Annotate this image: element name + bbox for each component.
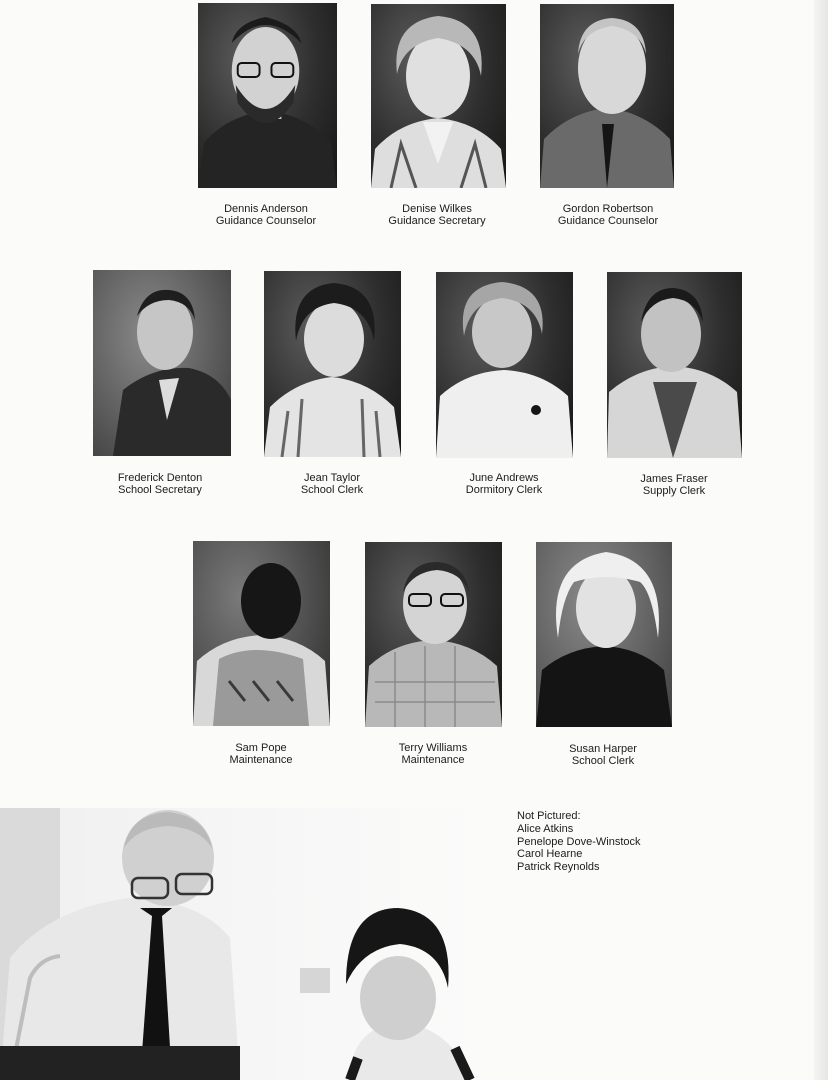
not-pictured-name: Patrick Reynolds [517, 861, 600, 874]
caption-james-fraser [584, 473, 764, 497]
portrait-james-fraser [607, 272, 742, 458]
staff-name: June Andrews [469, 472, 539, 484]
staff-title: Guidance Counselor [557, 215, 659, 227]
staff-title: Maintenance [229, 754, 293, 766]
staff-name: Dennis Anderson [224, 203, 308, 215]
caption-sam-pope [171, 742, 351, 766]
caption-frederick-denton [70, 472, 250, 496]
staff-title: Supply Clerk [642, 485, 706, 497]
staff-name: Jean Taylor [303, 472, 361, 484]
portrait-dennis-anderson [198, 3, 337, 188]
not-pictured-list [517, 810, 641, 874]
staff-name: Denise Wilkes [402, 203, 472, 215]
not-pictured-name: Penelope Dove-Winstock [517, 835, 641, 848]
not-pictured-heading: Not Pictured: [517, 810, 581, 822]
staff-name: James Fraser [640, 473, 708, 485]
portrait-denise-wilkes [371, 4, 506, 188]
caption-gordon-robertson [518, 203, 698, 227]
staff-title: Guidance Counselor [215, 215, 317, 227]
caption-terry-williams [343, 742, 523, 766]
staff-title: Guidance Secretary [388, 215, 486, 227]
caption-susan-harper [513, 743, 693, 767]
staff-title: Maintenance [401, 754, 465, 766]
portrait-gordon-robertson [540, 4, 674, 188]
caption-jean-taylor [242, 472, 422, 496]
staff-name: Sam Pope [235, 742, 287, 754]
staff-name: Gordon Robertson [562, 203, 654, 215]
portrait-sam-pope [193, 541, 330, 726]
page-edge [814, 0, 828, 1080]
staff-title: School Clerk [300, 484, 364, 496]
portrait-susan-harper [536, 542, 672, 727]
staff-name: Susan Harper [569, 743, 637, 755]
not-pictured-name: Carol Hearne [517, 848, 583, 861]
caption-june-andrews [414, 472, 594, 496]
caption-dennis-anderson [176, 203, 356, 227]
caption-denise-wilkes [347, 203, 527, 227]
portrait-terry-williams [365, 542, 502, 727]
staff-name: Terry Williams [398, 742, 468, 754]
staff-title: Dormitory Clerk [465, 484, 543, 496]
portrait-frederick-denton [93, 270, 231, 456]
staff-title: School Secretary [118, 484, 202, 496]
not-pictured-name: Alice Atkins [517, 822, 574, 835]
candid-photo [0, 808, 480, 1080]
staff-name: Frederick Denton [117, 472, 203, 484]
staff-title: School Clerk [571, 755, 635, 767]
portrait-jean-taylor [264, 271, 401, 457]
portrait-june-andrews [436, 272, 573, 458]
